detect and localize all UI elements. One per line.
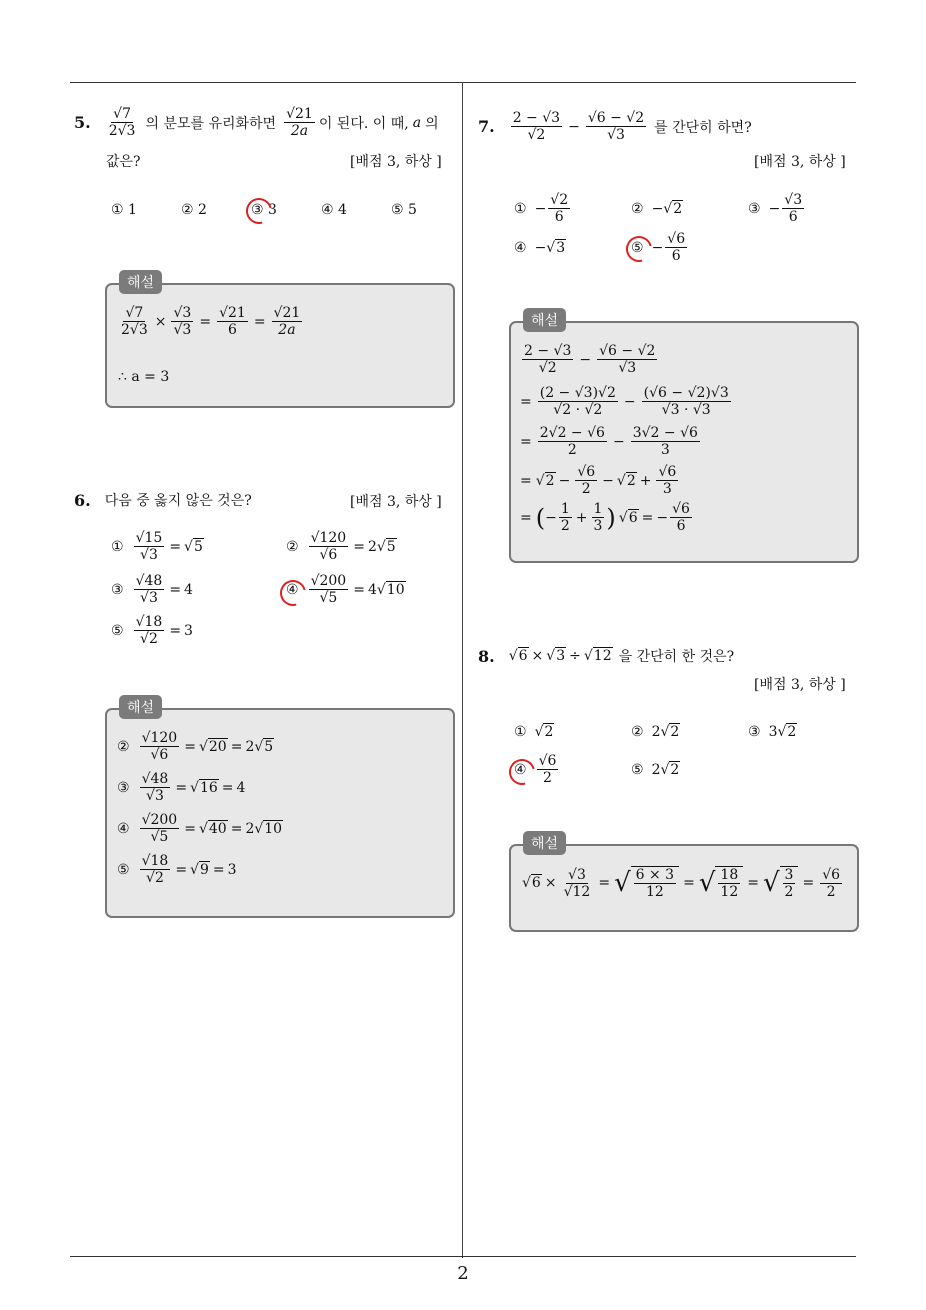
q5-choice-1[interactable]: ① 1 [111,202,137,218]
q5-text-2: 이 된다. 이 때, [318,115,409,132]
q5-solution-line-1: $\frac{√7}{2√3}$ × $\frac{√3}{√3}$ = $\frac{√21}{6}$ = $\frac{√21}{2a}$ [121,305,301,339]
q8-choice-4[interactable]: ④ √6 2 [514,753,557,787]
q5-stem [74,106,439,139]
q6-solution-tag: 해설 [119,695,162,719]
q8-stem: 8. √6 × √3 ÷ √12 을 간단히 한 것은? [478,646,735,666]
q5-number: 5. [74,113,91,133]
q6-choice-3[interactable]: ③ $\frac{√48}{√3}$ = 4 [111,573,193,607]
q7-choice-2[interactable]: ② −√2 [631,201,683,217]
q5-choice-5[interactable]: ⑤ 5 [391,202,417,218]
q6-solution-line-4: ④ $\frac{√200}{√5}$ = √40 = 2√10 [117,812,283,846]
q7-solution-line-5: = ( − $\frac{1}{2}$ + $\frac{1}{3}$ ) √6 = − $\frac{√6}{6}$ [520,501,690,535]
q6-text: 다음 중 옳지 않은 것은? [104,493,252,509]
q8-number: 8. [478,646,495,666]
q6-solution-line-3: ③ $\frac{√48}{√3}$ = √16 = 4 [117,771,246,805]
q5-text-4: 값은? [106,154,141,170]
q5-text-1: 의 분모를 유리화하면 [145,115,277,132]
q5-choice-4[interactable]: ④ 4 [321,202,347,218]
q5-fraction-sqrt21-over-2a: √21 2a [286,106,313,140]
q5-fraction-sqrt7-over-2sqrt3: √7 2√3 [108,106,136,140]
q6-solution-line-5: ⑤ $\frac{√18}{√2}$ = √9 = 3 [117,853,237,887]
q7-choice-5[interactable]: ⑤ − $\frac{√6}{6}$ [631,231,686,265]
q7-solution-line-1: 2 − √3 √2 − $\frac{√6 - √2}{√3}$ [524,343,656,377]
q5-answer-mark [241,193,277,229]
q5-var-a: a [412,114,422,131]
q7-solution-line-2: = $\frac{(2 - √3)√2}{√2 \cdot √2}$ − $\frac{(√6 - √2)√3}{√3 \cdot √3}$ [520,385,729,419]
q6-choice-5[interactable]: ⑤ $\frac{√18}{√2}$ = 3 [111,614,193,648]
q8-text: 을 간단히 한 것은? [618,649,735,665]
q8-points: [배점 3, 하상 ] [754,677,846,693]
q8-solution-line-1: √6 × $\frac{√3}{√12}$ = √ 6 × 3 12 = √ 18 12 = √ 3 2 = $\frac{√6}{2}$ [522,866,841,901]
q5-solution-tag: 해설 [119,270,162,294]
q6-choice-4[interactable]: ④ $\frac{√200}{√5}$ = 4√10 [286,573,405,607]
q6-solution-line-2: ② $\frac{√120}{√6}$ = √20 = 2√5 [117,730,274,764]
q6-choice-1[interactable]: ① $\frac{√15}{√3}$ = √5 [111,530,203,564]
q7-choice-3[interactable]: ③ − $\frac{√3}{6}$ [748,192,803,226]
q7-solution-line-3: = $\frac{2√2 - √6}{2}$ − $\frac{3√2 - √6}{3}$ [520,425,698,459]
q5-choice-2[interactable]: ② 2 [181,202,207,218]
column-divider [462,82,463,1258]
q8-choice-5[interactable]: ⑤ 2√2 [631,762,680,778]
bottom-rule [70,1256,856,1257]
q7-text: 를 간단히 하면? [654,119,752,136]
q6-number: 6. [74,490,91,510]
q8-choice-3[interactable]: ③ 3√2 [748,724,797,740]
q7-choice-4[interactable]: ④ −√3 [514,240,566,256]
q8-choice-2[interactable]: ② 2√2 [631,724,680,740]
top-rule [70,82,856,83]
q6-points: [배점 3, 하상 ] [350,494,442,510]
q7-solution-line-4: = √2 − $\frac{√6}{2}$ − √2 + $\frac{√6}{3}$ [520,464,677,498]
page-number: 2 [457,1263,469,1284]
q6-stem [74,490,252,510]
q7-points: [배점 3, 하상 ] [754,154,846,170]
q6-choice-2[interactable]: ② $\frac{√120}{√6}$ = 2√5 [286,530,396,564]
q7-number: 7. [478,117,495,137]
q5-points: [배점 3, 하상 ] [350,154,442,170]
q8-solution-tag: 해설 [523,831,566,855]
q5-solution-conclusion: ∴ a = 3 [118,369,170,385]
q5-choice-3[interactable]: ③ 3 [251,202,277,218]
q8-choice-1[interactable]: ① √2 [514,724,554,740]
q5-solution-box [105,283,455,408]
q7-solution-tag: 해설 [523,308,566,332]
q7-stem: 7. 2 − √3 √2 − $\frac{√6 - √2}{√3}$ 를 간단히 하면? [478,110,752,144]
q5-text-3: 의 [425,115,439,132]
q7-choice-1[interactable]: ① − $\frac{√2}{6}$ [514,192,569,226]
